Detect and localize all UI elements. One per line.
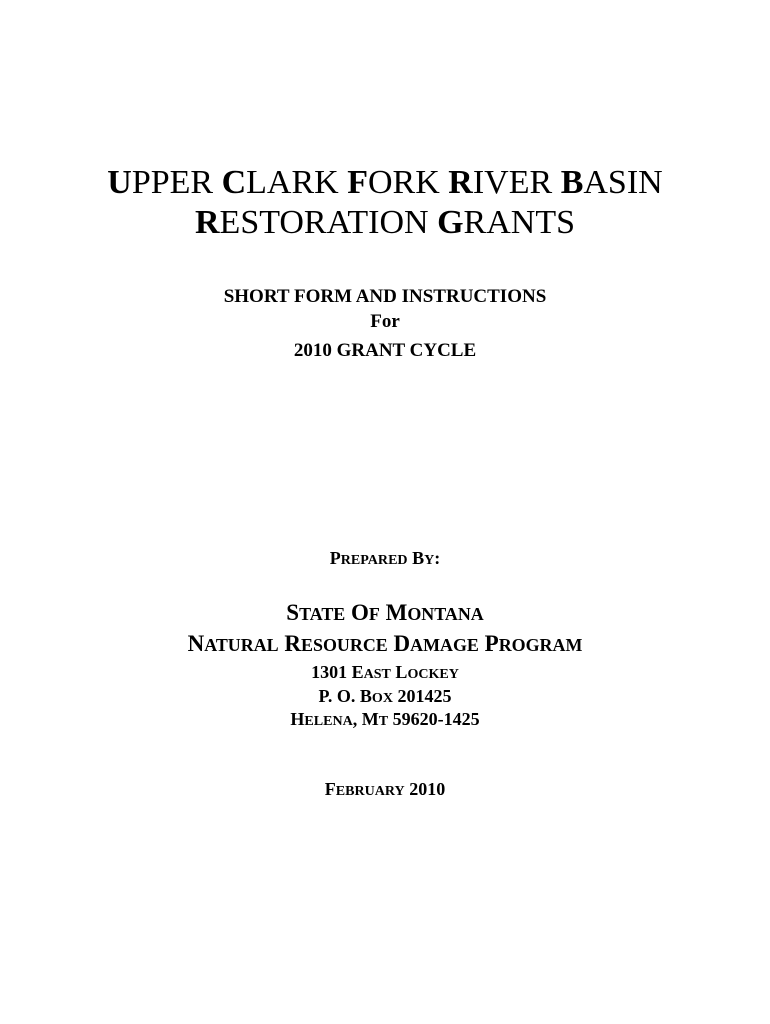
title-word-restoration: RESTORATION (194, 204, 429, 241)
title-word-fork: FORK (347, 164, 440, 201)
address-street: 1301 EAST LOCKEY (311, 662, 459, 682)
title-word-river: RIVER (448, 164, 553, 201)
subtitle-line-1: SHORT FORM AND INSTRUCTIONS (223, 286, 547, 307)
prepared-by-label: PREPARED BY: (329, 548, 441, 568)
title-word-grants: GRANTS (437, 204, 576, 241)
organization-program: NATURAL RESOURCE DAMAGE PROGRAM (187, 631, 583, 656)
subtitle-line-3: 2010 GRANT CYCLE (293, 340, 477, 361)
title-word-basin: BASIN (560, 164, 663, 201)
subtitle-line-2: For (370, 311, 400, 332)
organization-state: STATE OF MONTANA (286, 600, 484, 625)
address-city: HELENA, MT 59620-1425 (290, 709, 480, 729)
address-po-box: P. O. BOX 201425 (318, 686, 452, 706)
title-line-1 (0, 163, 770, 203)
title-word-upper: UPPER (107, 164, 214, 201)
title-word-clark: CLARK (221, 164, 339, 201)
document-date: FEBRUARY 2010 (324, 779, 446, 799)
title-line-2 (0, 203, 770, 243)
